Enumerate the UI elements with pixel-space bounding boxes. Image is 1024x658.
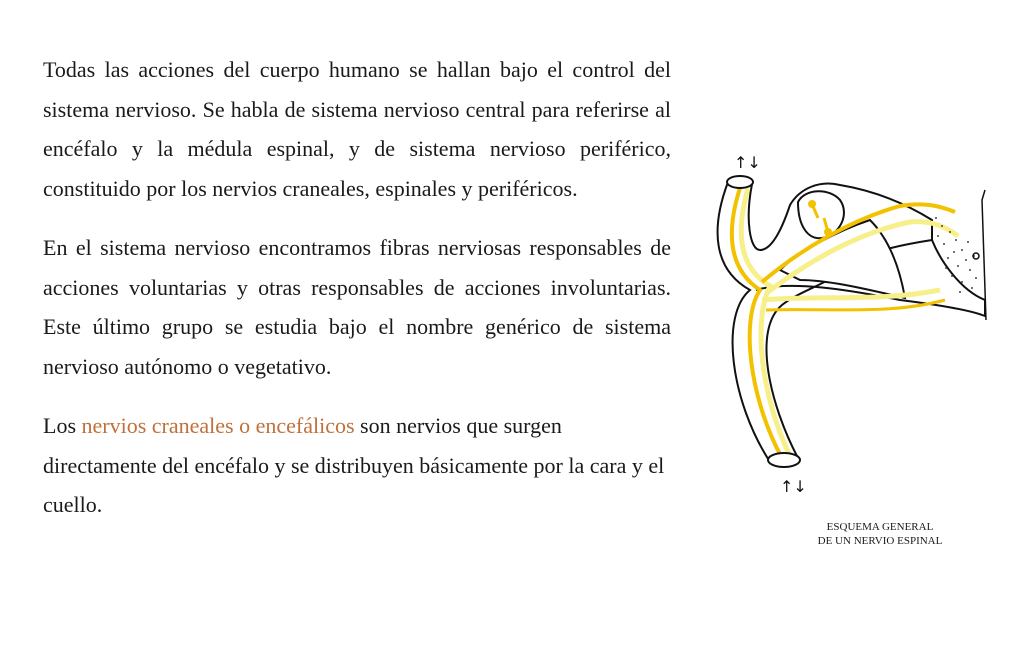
figure-caption (760, 520, 1000, 548)
bottom-nerve-end (768, 453, 800, 467)
caption-line-2: DE UN NERVIO ESPINAL (817, 535, 943, 547)
caption-line-1: ESQUEMA GENERAL (826, 521, 934, 533)
top-arrows: ↑↓ (734, 153, 761, 172)
paragraph-1: Todas las acciones del cuerpo humano se hallan bajo el control del sistema nervioso. Se habla de sistema nervioso central para referirse al encéfalo y la médula espinal, y de sistema nervioso periférico, constituido por los nervios craneales, espinales y periféricos. (43, 57, 671, 201)
main-text (43, 50, 671, 545)
paragraph-3-prefix: Los (43, 413, 82, 438)
spinal-nerve-diagram (700, 140, 1000, 560)
bottom-arrows: ↑↓ (780, 477, 807, 496)
cranial-nerves-link[interactable]: nervios craneales o encefálicos (81, 413, 355, 438)
paragraph-3-suffix: son nervios que surgen directamente del encéfalo y se distribuyen básicamente por la cara y el cuello. (43, 413, 665, 517)
paragraph-2: En el sistema nervioso encontramos fibras nerviosas responsables de acciones voluntarias y otras responsables de acciones involuntarias. Este último grupo se estudia bajo el nombre genérico de sistema nervioso autónomo o vegetativo. (43, 235, 671, 379)
spinal-nerve-illustration (700, 140, 1000, 560)
paragraph-3 (43, 406, 671, 525)
top-nerve-end (727, 176, 753, 188)
